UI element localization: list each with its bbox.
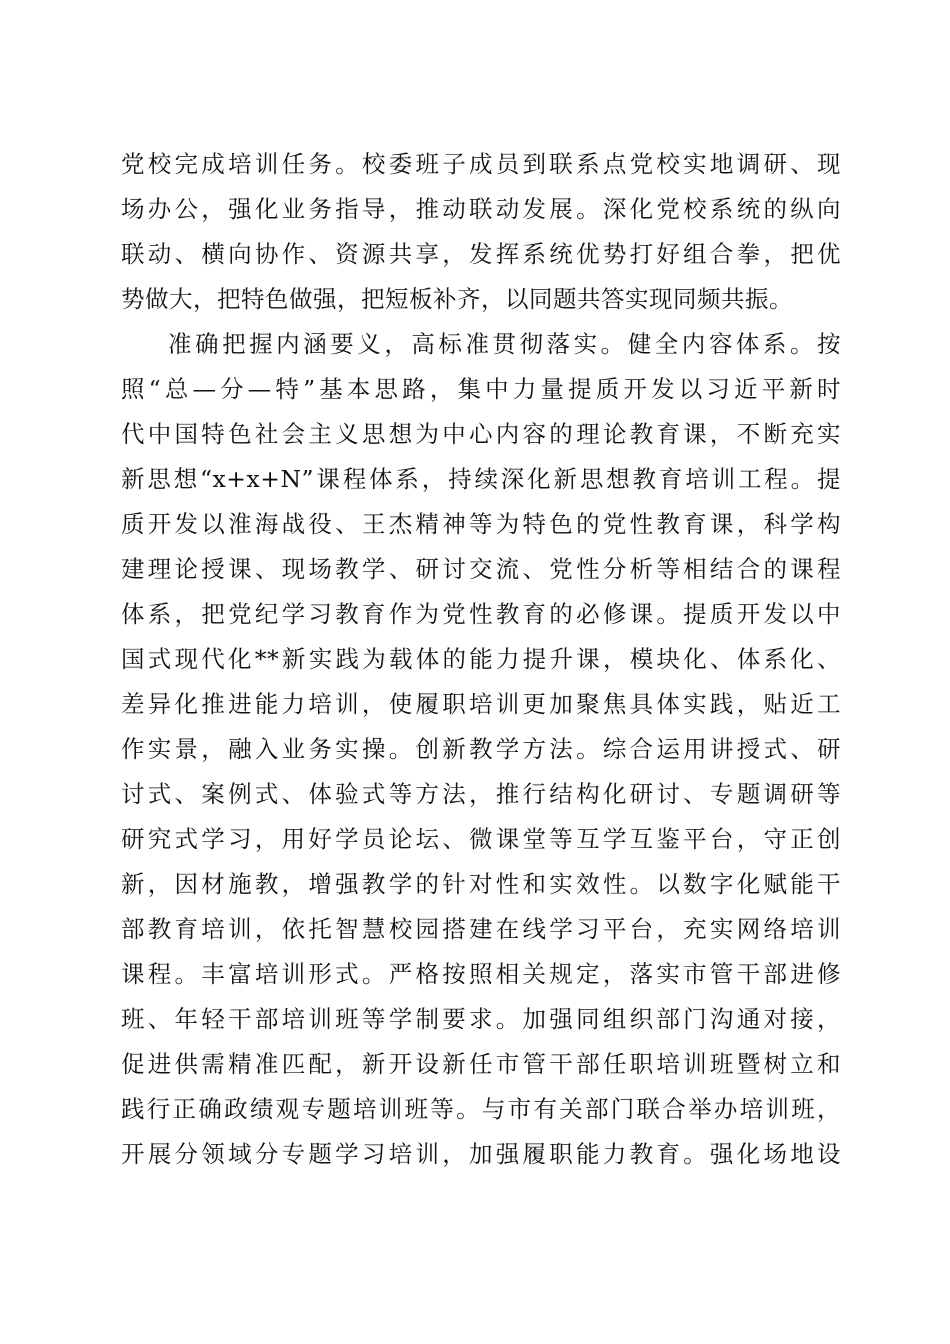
text-line: 国式现代化**新实践为载体的能力提升课，模块化、体系化、 xyxy=(121,645,841,673)
text-line: 势做大，把特色做强，把短板补齐，以同题共答实现同频共振。 xyxy=(121,285,793,313)
text-line: 差异化推进能力培训，使履职培训更加聚焦具体实践，贴近工 xyxy=(121,690,841,718)
text-line: 场办公，强化业务指导，推动联动发展。深化党校系统的纵向 xyxy=(121,195,841,223)
text-line: 代中国特色社会主义思想为中心内容的理论教育课，不断充实 xyxy=(121,420,841,448)
text-line: 党校完成培训任务。校委班子成员到联系点党校实地调研、现 xyxy=(121,150,841,178)
text-line: 照“总—分—特”基本思路，集中力量提质开发以习近平新时 xyxy=(121,375,841,403)
body-text xyxy=(121,142,841,1177)
text-line: 促进供需精准匹配，新开设新任市管干部任职培训班暨树立和 xyxy=(121,1050,841,1078)
text-line: 讨式、案例式、体验式等方法，推行结构化研讨、专题调研等 xyxy=(121,780,841,808)
text-line: 质开发以淮海战役、王杰精神等为特色的党性教育课，科学构 xyxy=(121,510,841,538)
text-line: 践行正确政绩观专题培训班等。与市有关部门联合举办培训班， xyxy=(121,1095,841,1123)
text-line: 新，因材施教，增强教学的针对性和实效性。以数字化赋能干 xyxy=(121,870,841,898)
text-line: 研究式学习，用好学员论坛、微课堂等互学互鉴平台，守正创 xyxy=(121,825,841,853)
text-line-paragraph-start: 准确把握内涵要义，高标准贯彻落实。健全内容体系。按 xyxy=(168,330,841,358)
text-line: 班、年轻干部培训班等学制要求。加强同组织部门沟通对接， xyxy=(121,1005,841,1033)
text-line: 新思想“x+x+N”课程体系，持续深化新思想教育培训工程。提 xyxy=(121,465,841,493)
text-line: 课程。丰富培训形式。严格按照相关规定，落实市管干部进修 xyxy=(121,960,841,988)
text-line: 体系，把党纪学习教育作为党性教育的必修课。提质开发以中 xyxy=(121,600,841,628)
text-line: 建理论授课、现场教学、研讨交流、党性分析等相结合的课程 xyxy=(121,555,841,583)
text-line: 作实景，融入业务实操。创新教学方法。综合运用讲授式、研 xyxy=(121,735,841,763)
text-line: 部教育培训，依托智慧校园搭建在线学习平台，充实网络培训 xyxy=(121,915,841,943)
text-line: 开展分领域分专题学习培训，加强履职能力教育。强化场地设 xyxy=(121,1140,841,1168)
text-line: 联动、横向协作、资源共享，发挥系统优势打好组合拳，把优 xyxy=(121,240,841,268)
